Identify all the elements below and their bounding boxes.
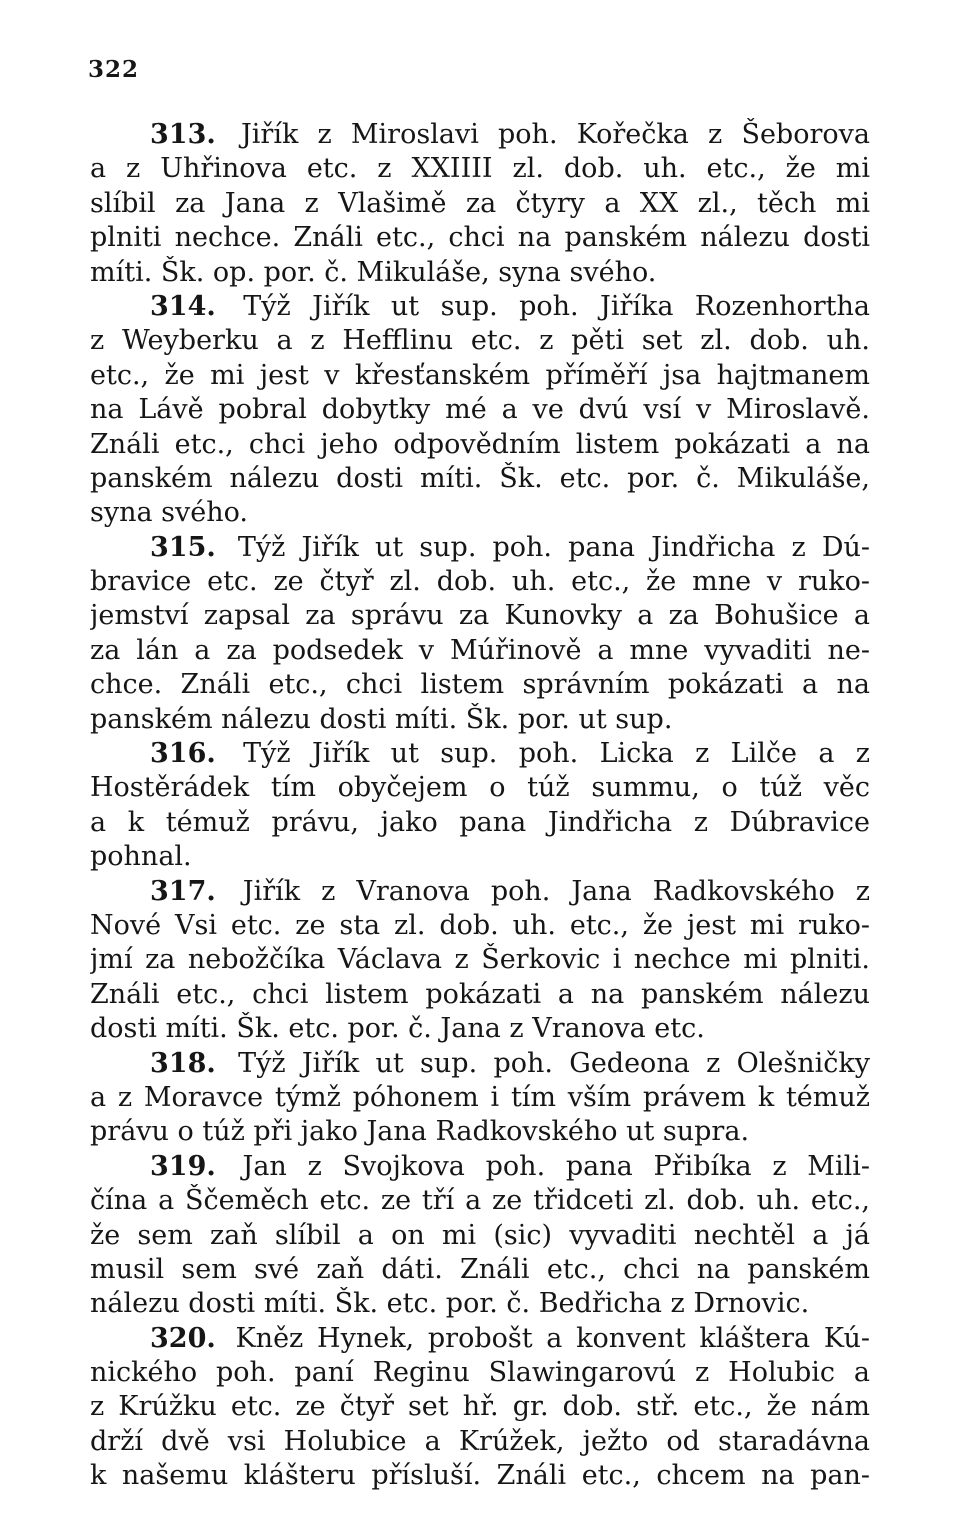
paragraph-number: 315. [150,531,216,563]
line: dosti míti. Šk. etc. por. č. Jana z Vranova etc. [90,1013,705,1045]
line: etc., že mi jest v křesťanském příměří jsa hajtmanem [90,359,870,391]
paragraph-number: 314. [150,290,216,322]
line: a z Uhřinova etc. z XXIIII zl. dob. uh. etc., že mi [90,153,870,185]
paragraph-number: 313. [150,119,216,150]
text-block [90,118,870,1494]
line: a k témuž právu, jako pana Jindřicha z Dúbravice [90,806,870,838]
line: pohnal. [90,841,192,873]
line: nálezu dosti míti. Šk. etc. por. č. Bedřicha z Drnovic. [90,1288,810,1320]
line [90,1150,870,1184]
paragraph-number: 320. [150,1322,216,1354]
line: Hostěrádek tím obyčejem o túž summu, o túž věc [90,772,870,804]
line-text: Jiřík z Vranova poh. Jana Radkovského z [242,875,870,907]
line: nického poh. paní Reginu Slawingarovú z Holubic a [90,1357,870,1389]
line: syna svého. [90,497,249,529]
paragraph-number: 319. [150,1150,216,1182]
line: plniti nechce. Ználi etc., chci na panském nálezu dosti [90,222,870,254]
line: za lán a za podsedek v Múřinově a mne vyvaditi ne- [90,634,870,666]
line: z Krúžku etc. ze čtyř set hř. gr. dob. stř. etc., že nám [90,1391,870,1423]
line: Ználi etc., chci jeho odpovědním listem pokázati a na [90,428,870,460]
line: Nové Vsi etc. ze sta zl. dob. uh. etc., že jest mi ruko- [90,909,870,941]
line [90,1047,870,1081]
line: panském nálezu dosti míti. Šk. por. ut sup. [90,703,673,735]
paragraph-313 [90,118,870,290]
line: a z Moravce týmž póhonem i tím vším právem k témuž [90,1081,870,1113]
line-text: Týž Jiřík ut sup. poh. Licka z Lilče a z [243,738,870,770]
paragraph-318 [90,1047,870,1150]
paragraph-314 [90,290,870,531]
line: chce. Ználi etc., chci listem správním pokázati a na [90,669,870,701]
line: drží dvě vsi Holubice a Krúžek, ježto od staradávna [90,1425,870,1457]
paragraph-number: 318. [150,1047,216,1079]
line: z Weyberku a z Hefflinu etc. z pěti set zl. dob. uh. [90,325,870,357]
line: bravice etc. ze čtyř zl. dob. uh. etc., že mne v ruko- [90,566,870,598]
line: čína a Ščeměch etc. ze tří a ze třidceti zl. dob. uh. etc., [90,1185,870,1217]
line: právu o túž při jako Jana Radkovského ut supra. [90,1116,750,1148]
line: jemství zapsal za správu za Kunovky a za Bohušice a [90,600,870,632]
line: panském nálezu dosti míti. Šk. etc. por. č. Mikuláše, [90,462,870,494]
page-number: 322 [88,56,140,83]
line [90,875,870,909]
line [90,118,870,152]
paragraph-320 [90,1322,870,1494]
line [90,737,870,771]
line-text: Týž Jiřík ut sup. poh. Jiříka Rozenhortha [243,290,870,322]
line [90,1322,870,1356]
paragraph-316 [90,737,870,875]
line-text: Týž Jiřík ut sup. poh. Gedeona z Olešničky [238,1047,870,1079]
line-text: Kněz Hynek, probošt a konvent kláštera Kú- [235,1322,870,1354]
line-text: Týž Jiřík ut sup. poh. pana Jindřicha z Dú- [237,531,870,563]
line: musil sem své zaň dáti. Ználi etc., chci na panském [90,1253,870,1285]
line [90,531,870,565]
line-text: Jan z Svojkova poh. pana Přibíka z Mili- [242,1150,870,1182]
paragraph-number: 316. [150,738,216,770]
line-text: Jiřík z Miroslavi poh. Kořečka z Šeborova [240,119,870,150]
paragraph-317 [90,875,870,1047]
paragraph-315 [90,531,870,737]
line: jmí za nebožčíka Václava z Šerkovic i nechce mi plniti. [90,944,870,976]
line: k našemu klášteru přísluší. Ználi etc., chcem na pan- [90,1460,870,1492]
line [90,290,870,324]
paragraph-319 [90,1150,870,1322]
line: míti. Šk. op. por. č. Mikuláše, syna svého. [90,256,657,288]
line: slíbil za Jana z Vlašimě za čtyry a XX zl., těch mi [90,187,870,219]
line: že sem zaň slíbil a on mi (sic) vyvaditi nechtěl a já [90,1219,870,1251]
line: Ználi etc., chci listem pokázati a na panském nálezu [90,978,870,1010]
line: na Lávě pobral dobytky mé a ve dvú vsí v Miroslavě. [90,394,870,426]
paragraph-number: 317. [150,875,216,907]
